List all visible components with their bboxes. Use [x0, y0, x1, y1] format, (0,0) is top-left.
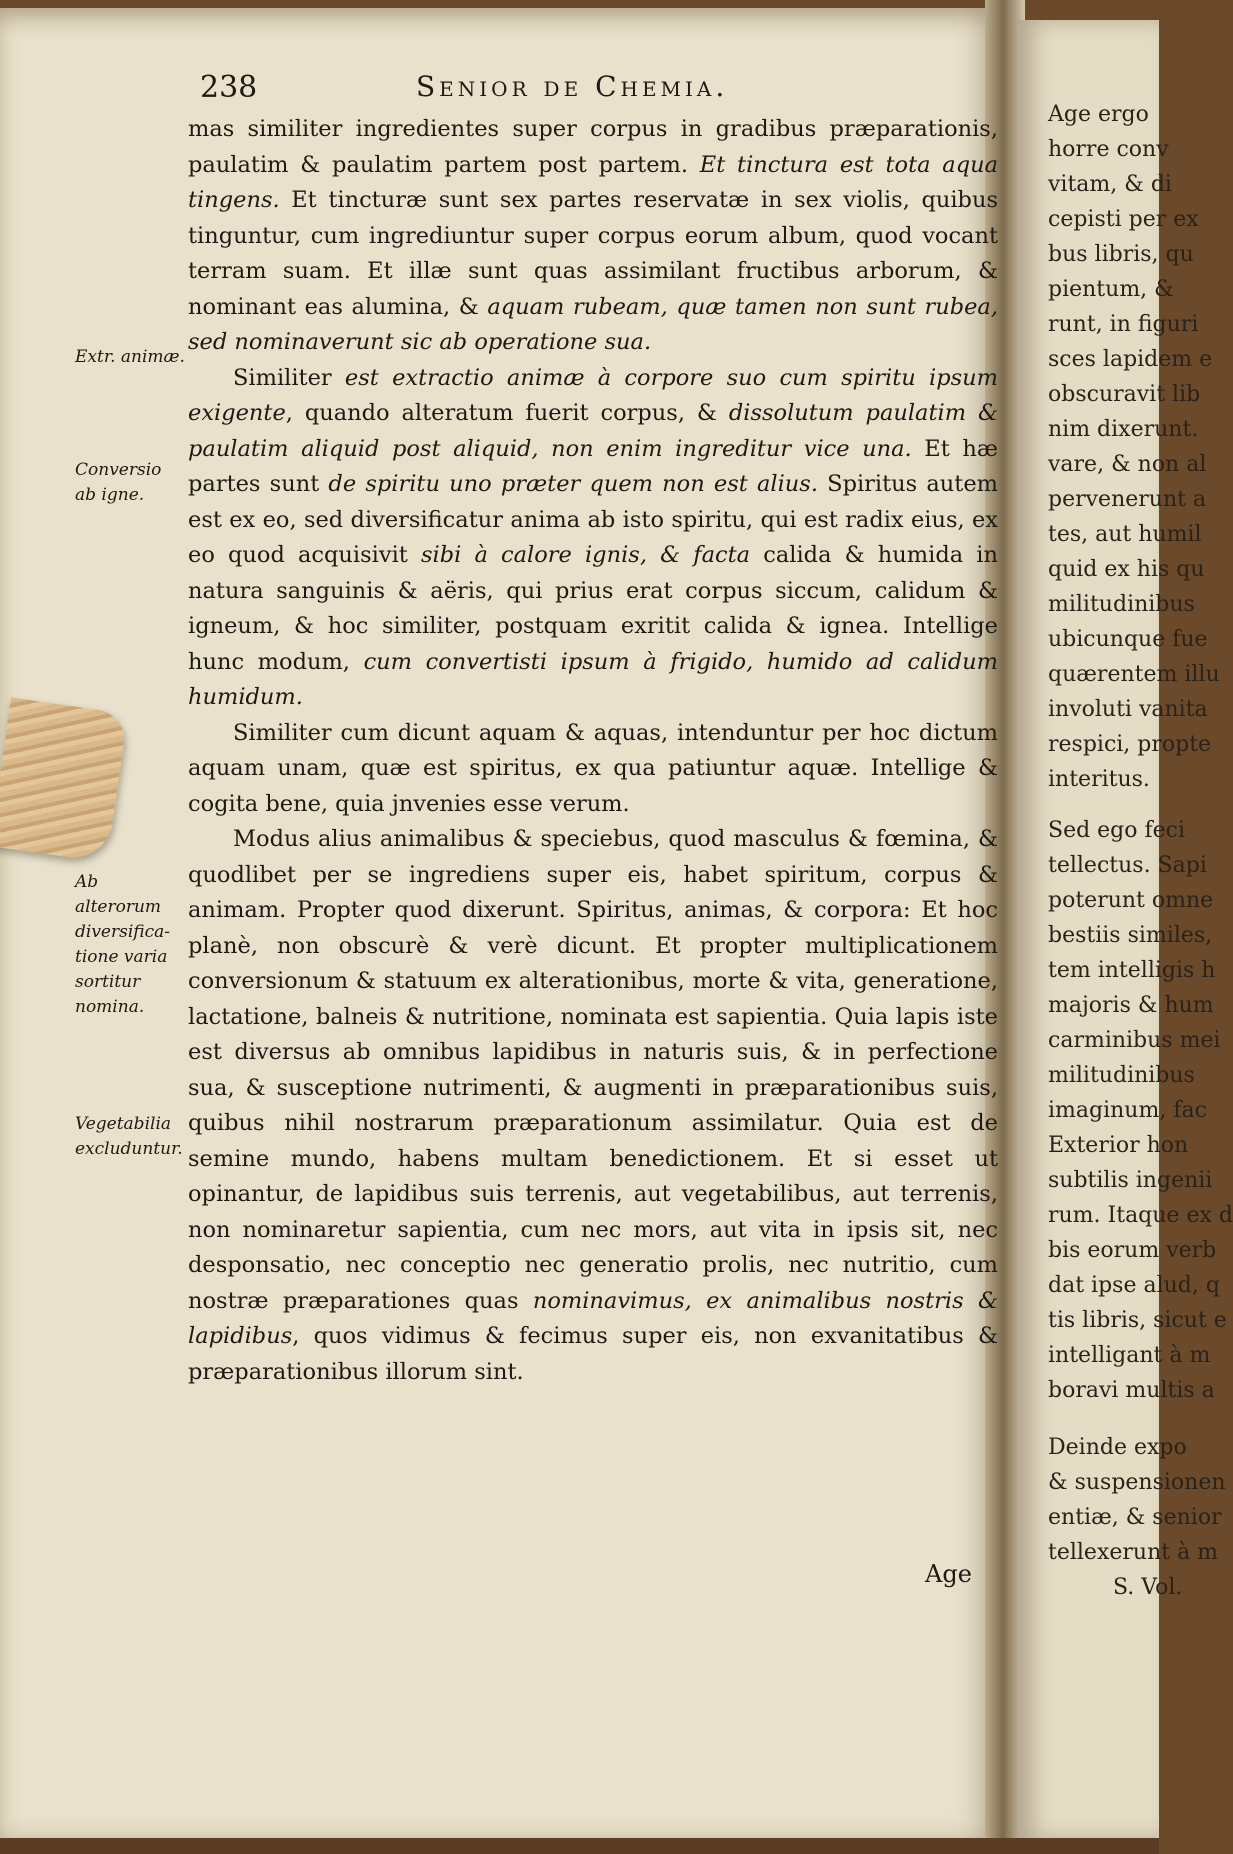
facing-page-line: pientum, &	[1048, 277, 1174, 302]
facing-page-line: quærentem illu	[1048, 662, 1220, 687]
facing-page-line: poterunt omne	[1048, 888, 1214, 913]
facing-page-line: rum. Itaque ex d	[1048, 1203, 1233, 1228]
facing-page-line: Exterior hon	[1048, 1133, 1189, 1158]
facing-page-line: vare, & non al	[1048, 452, 1207, 477]
facing-page-line: runt, in figuri	[1048, 312, 1199, 337]
facing-page-line: bestiis similes,	[1048, 923, 1213, 948]
facing-page-line: entiæ, & senior	[1048, 1505, 1222, 1530]
paragraph: mas similiter ingredientes super corpus in gradibus præparationis, paulatim & paulatim partem post partem. Et tinctura est tota aqua tingens. Et tincturæ sunt sex partes reservatæ in sex violis, quibus tinguntur, cum ingrediuntur super corpus eorum album, quod vocant terram suam. Et illæ sunt quas assimilant fructibus arborum, & nominant eas alumina, & aquam rubeam, quæ tamen non sunt rubea, sed nominaverunt sic ab operatione sua.	[188, 116, 998, 355]
facing-page-line: involuti vanita	[1048, 697, 1208, 722]
facing-page-line: vitam, & di	[1048, 172, 1172, 197]
margin-note: Conversio ab igne.	[75, 460, 162, 505]
facing-page-line: quid ex his qu	[1048, 557, 1205, 582]
facing-page-line: tem intelligis h	[1048, 958, 1216, 983]
facing-page-line: tellectus. Sapi	[1048, 853, 1207, 878]
facing-page-line: S. Vol.	[1113, 1575, 1183, 1600]
facing-page-line: & suspensionen	[1048, 1470, 1226, 1495]
margin-note: Extr. animæ.	[75, 347, 185, 367]
paragraph: Similiter est extractio animæ à corpore suo cum spiritu ipsum exigente, quando alteratum fuerit corpus, & dissolutum paulatim & paulatim aliquid post aliquid, non enim ingreditur vice una. Et hæ partes sunt de spiritu uno præter quem non est alius. Spiritus autem est ex eo, sed diversificatur anima ab isto spiritu, qui est radix eius, ex eo quod acquisivit sibi à calore ignis, & facta calida & humida in natura sanguinis & aëris, qui prius erat corpus siccum, calidum & igneum, & hoc similiter, postquam exritit calida & ignea. Intellige hunc modum, cum convertisti ipsum à frigido, humido ad calidum humidum.	[188, 364, 998, 710]
facing-page-line: tes, aut humil	[1048, 522, 1202, 547]
facing-page-line: obscuravit lib	[1048, 382, 1201, 407]
margin-note: Vegetabilia excluduntur.	[75, 1114, 183, 1159]
facing-page-line: intelligant à m	[1048, 1343, 1211, 1368]
facing-page-line: bis eorum verb	[1048, 1238, 1217, 1263]
running-head: Senior de Chemia.	[416, 70, 729, 103]
catchword: Age	[925, 1560, 972, 1588]
book-edge	[0, 1838, 1159, 1854]
facing-page-line: ubicunque fue	[1048, 627, 1208, 652]
facing-page-line: respici, propte	[1048, 732, 1212, 757]
page-header	[200, 70, 800, 110]
facing-page-line: nim dixerunt.	[1048, 417, 1199, 442]
facing-page-line: militudinibus	[1048, 592, 1195, 617]
facing-page-line: bus libris, qu	[1048, 242, 1194, 267]
facing-page-line: interitus.	[1048, 767, 1150, 792]
facing-page-line: subtilis ingenii	[1048, 1168, 1213, 1193]
facing-page-line: imaginum, fac	[1048, 1098, 1207, 1123]
page-number: 238	[200, 70, 258, 105]
facing-page-line: Deinde expo	[1048, 1435, 1187, 1460]
facing-page-line: pervenerunt a	[1048, 487, 1207, 512]
facing-page-line: tis libris, sicut e	[1048, 1308, 1227, 1333]
facing-page-line: carminibus mei	[1048, 1028, 1221, 1053]
margin-note: Ab alterorum diversifica-tione varia sortitur nomina.	[75, 872, 171, 1017]
facing-page-line: tellexerunt à m	[1048, 1540, 1219, 1565]
paragraph: Modus alius animalibus & speciebus, quod masculus & fœmina, & quodlibet per se ingrediens super eis, habet spiritum, corpus & animam. Propter quod dixerunt. Spiritus, animas, & corpora: Et hoc planè, non obscurè & verè dicunt. Et propter multiplicationem conversionum & statuum ex alterationibus, morte & vita, generatione, lactatione, balneis & nutritione, nominata est sapientia. Quia lapis iste est diversus ab omnibus lapidibus in naturis suis, & in perfectione sua, & susceptione nutrimenti, & augmenti in præparationibus suis, quibus nihil nostrarum præparationum assimilatur. Quia est de semine mundo, habens multam benedictionem. Et si esset ut opinantur, de lapidibus suis terrenis, aut vegetabilibus, aut terrenis, non nominaretur sapientia, cum nec mors, aut vita in ipsis sit, nec desponsatio, nec conceptio nec generatio prolis, nec nutritio, cum nostræ præparationes quas nominavimus, ex animalibus nostris & lapidibus, quos vidimus & fecimus super eis, non exvanitatibus & præparationibus illorum sint.	[188, 826, 998, 1385]
facing-page-line: dat ipse alud, q	[1048, 1273, 1220, 1298]
facing-page-line: Age ergo	[1048, 102, 1149, 127]
facing-page-line: majoris & hum	[1048, 993, 1214, 1018]
facing-page-line: sces lapidem e	[1048, 347, 1213, 372]
facing-page-line: boravi multis a	[1048, 1378, 1215, 1403]
facing-page-line: militudinibus	[1048, 1063, 1195, 1088]
facing-page-line: cepisti per ex	[1048, 207, 1199, 232]
main-text	[188, 112, 998, 1390]
facing-page	[1018, 20, 1233, 1840]
paragraph: Similiter cum dicunt aquam & aquas, intenduntur per hoc dictum aquam unam, quæ est spiritus, ex qua patiuntur aquæ. Intellige & cogita bene, quia jnvenies esse verum.	[188, 719, 998, 817]
facing-page-line: horre conv	[1048, 137, 1169, 162]
facing-page-line: Sed ego feci	[1048, 818, 1186, 843]
